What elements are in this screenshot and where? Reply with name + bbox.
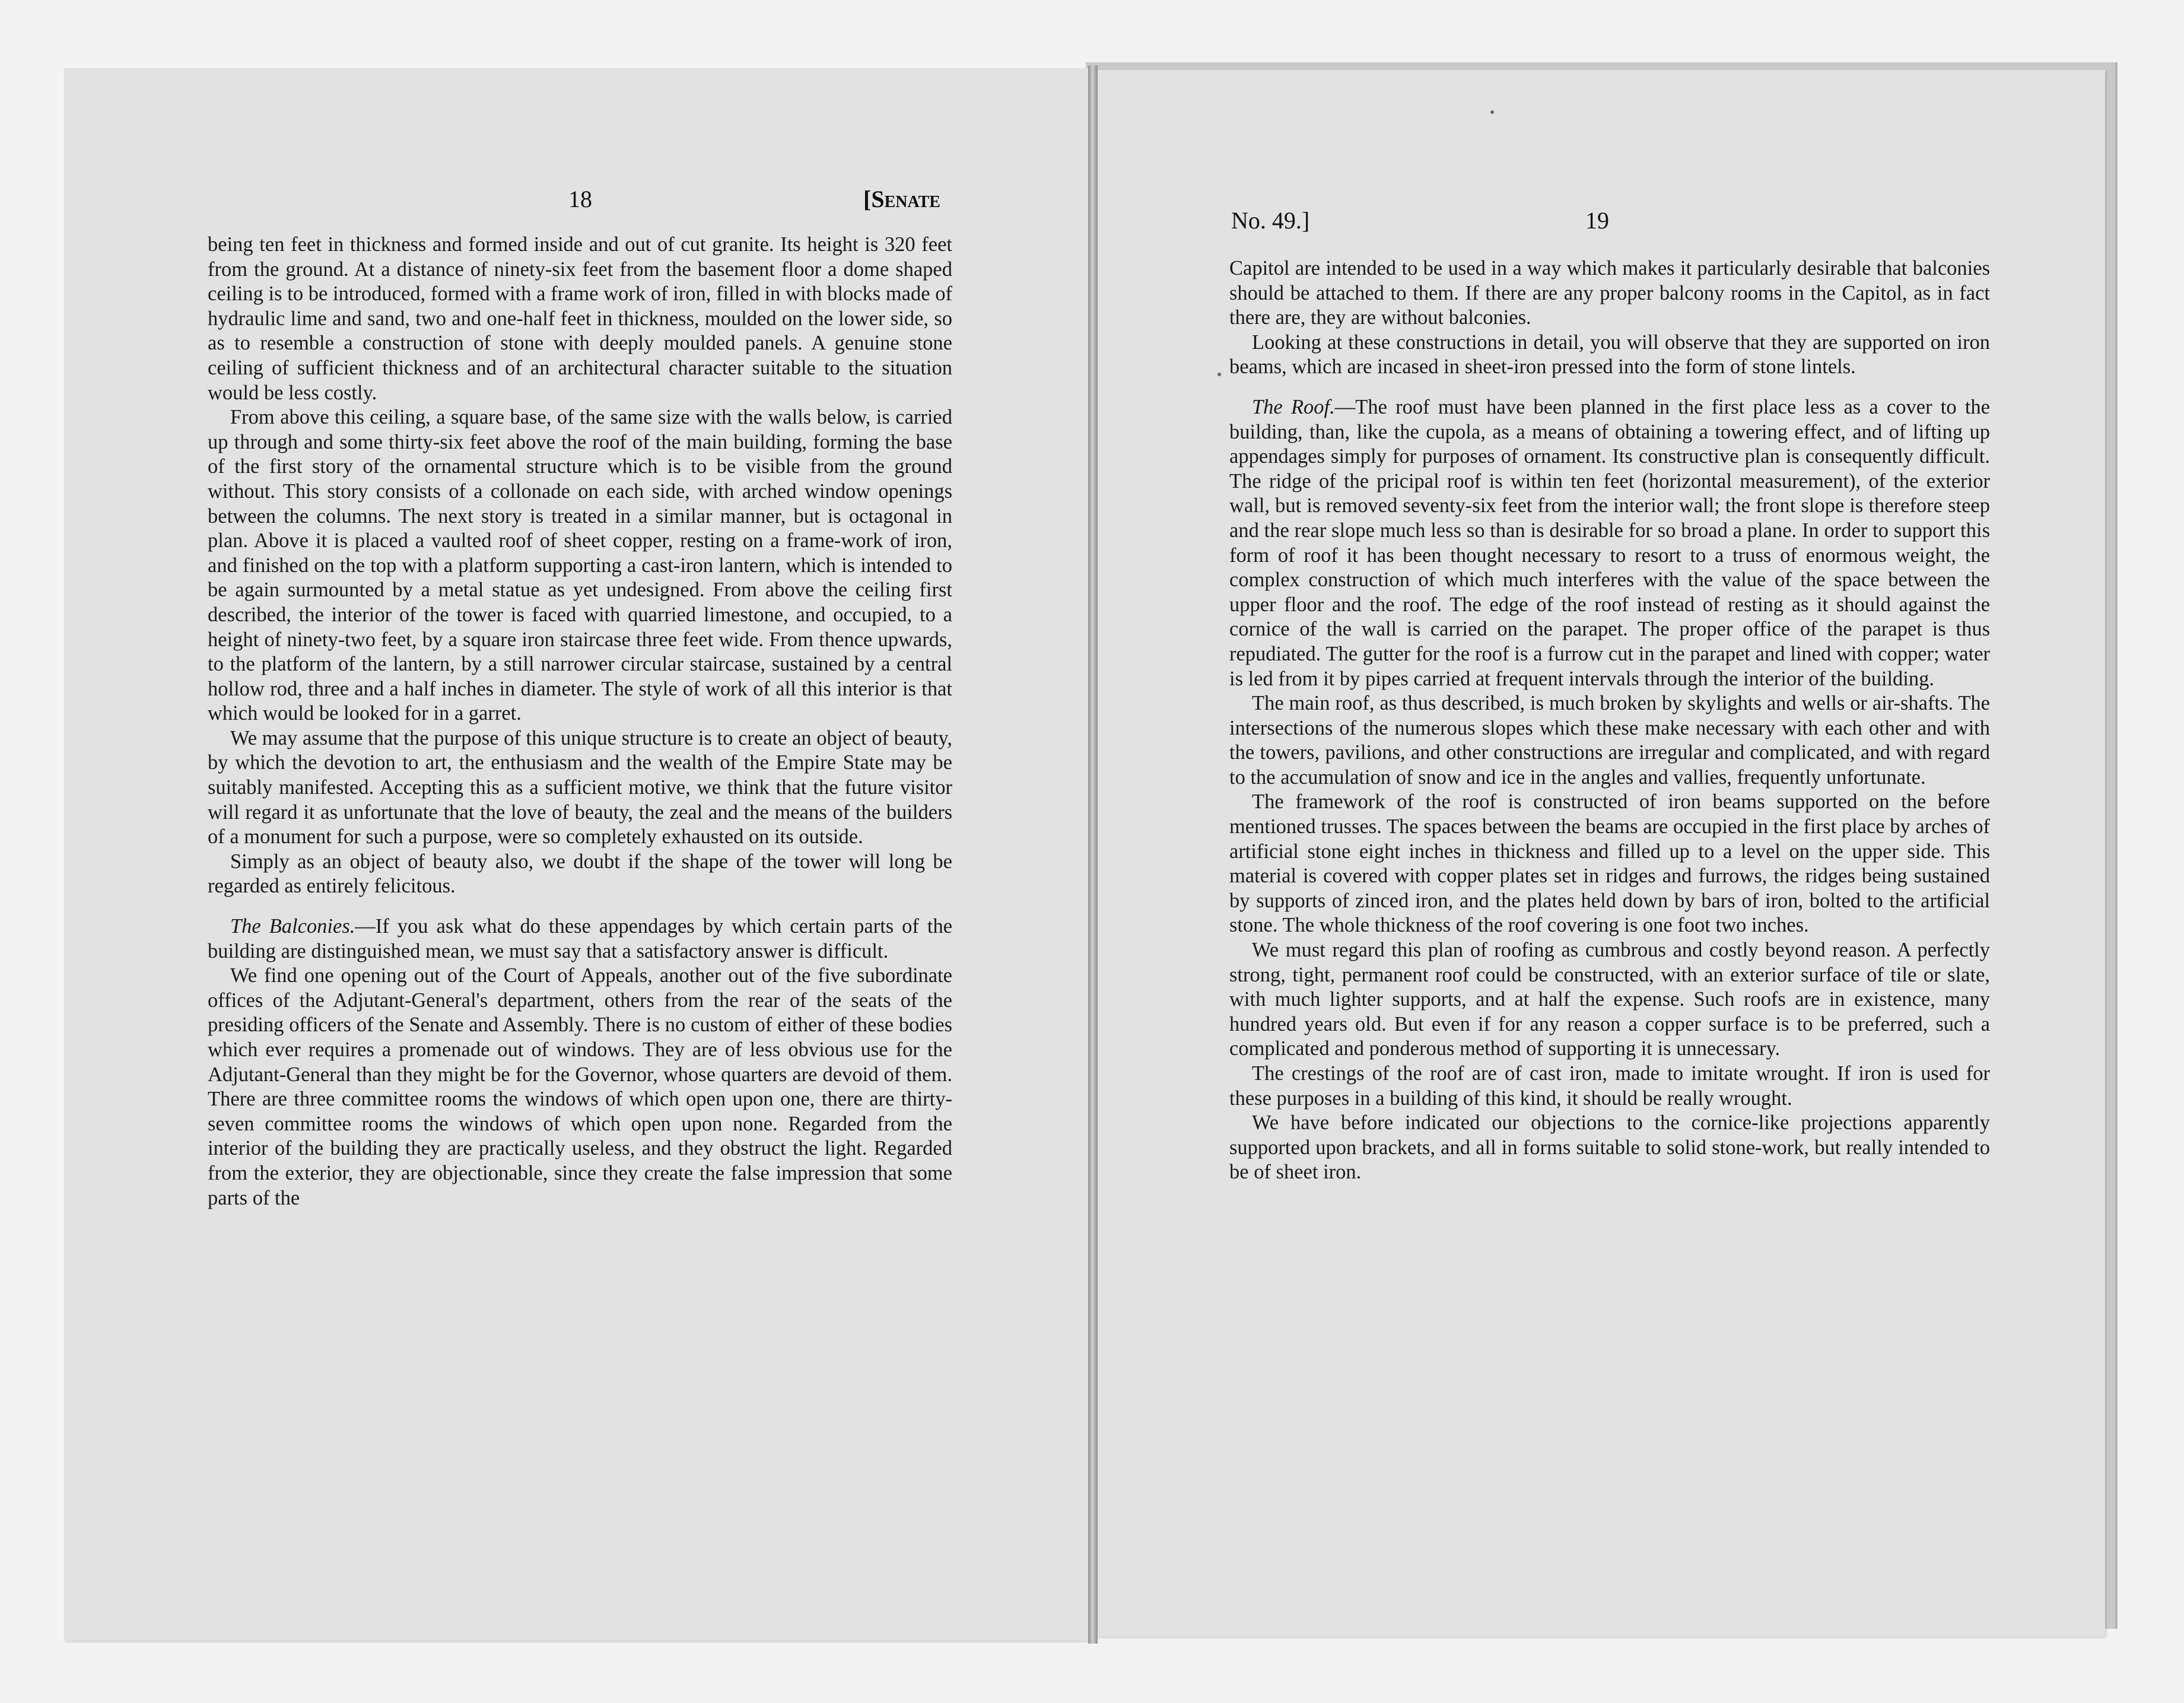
paragraph: The crestings of the roof are of cast iron, made to imitate wrought. If iron is used for these purposes in a building of this kind, it should be really wrought. (1229, 1062, 1990, 1110)
right-running-head: No. 49.] (1231, 207, 1310, 234)
paragraph: From above this ceiling, a square base, of the same size with the walls below, is carried up through and some thirty-six feet above the roof of the main building, forming the base of the first story of the ornamental structure which is to be visible from the ground without. This story consists of a collonade on each side, with arched window openings between the columns. The next story is treated in a similar manner, but is octagonal in plan. Above it is placed a vaulted roof of sheet copper, resting on a frame-work of iron, and finished on the top with a platform supporting a cast-iron lantern, which is intended to be again surmounted by a metal statue as yet undesigned. From above the ceiling first described, the interior of the tower is faced with quarried limestone, and occupied, to a height of ninety-two feet, by a square iron staircase three feet wide. From thence upwards, to the platform of the lantern, by a still narrower circular staircase, sustained by a central hollow rod, three and a half inches in diameter. The style of work of all this interior is that which would be looked for in a garret. (208, 406, 952, 725)
section-heading-roof: The Roof. (1252, 395, 1335, 418)
paragraph: Capitol are intended to be used in a way which makes it particularly desirable that balconies should be attached to them. If there are any proper balcony rooms in the Capitol, as in fact there are, they are without balconies. (1229, 257, 1990, 329)
left-page-number: 18 (568, 186, 592, 212)
paragraph: Looking at these constructions in detail, you will observe that they are supported on iron beams, which are incased in sheet-iron pressed into the form of stone lintels. (1229, 331, 1990, 379)
paragraph: The main roof, as thus described, is much broken by skylights and wells or air-shafts. The intersections of the numerous slopes which these make necessary with each other and with the towers, pavilions, and other constructions are irregular and complicated, and with regard to the accumulation of snow and ice in the angles and vallies, frequently unfortunate. (1229, 692, 1990, 789)
paragraph-balconies (208, 914, 952, 964)
paragraph: being ten feet in thickness and formed inside and out of cut granite. Its height is 320 feet from the ground. At a distance of ninety-six feet from the basement floor a dome shaped ceiling is to be introduced, formed with a frame work of iron, filled in with blocks made of hydraulic lime and sand, two and one-half feet in thickness, moulded on the lower side, so as to resemble a construction of stone with deeply moulded panels. A genuine stone ceiling of sufficient thickness and of an architectural character suitable to the situation would be less costly. (208, 233, 952, 404)
paragraph: The framework of the roof is constructed of iron beams supported on the before mentioned trusses. The spaces between the beams are occupied in the first place by arches of artificial stone eight inches in thickness and filled up to a level on the upper side. This material is covered with copper plates set in ridges and furrows, the ridges being sustained by supports of zinced iron, and the plates held down by bars of iron, bolted to the artificial stone. The whole thickness of the roof covering is one foot two inches. (1229, 790, 1990, 937)
left-page-body (208, 233, 952, 1210)
paragraph: We find one opening out of the Court of Appeals, another out of the five subordinate offices of the Adjutant-General's department, others from the rear of the seats of the presiding officers of the Senate and Assembly. There is no custom of either of these bodies which ever requires a promenade out of windows. They are of less obvious use for the Adjutant-General than they might be for the Governor, whose quarters are devoid of them. There are three committee rooms the windows of which open upon one, there are thirty-seven committee rooms the windows of which open upon none. Regarded from the interior of the building they are practically useless, and they obstruct the light. Regarded from the exterior, they are objectionable, since they create the false impression that some parts of the (208, 964, 952, 1209)
paragraph: We have before indicated our objections to the cornice-like projections apparently supported upon brackets, and all in forms suitable to solid stone-work, but really intended to be of sheet iron. (1229, 1111, 1990, 1184)
left-running-head: [Senate (863, 186, 940, 212)
paper-speck (1490, 110, 1494, 114)
section-heading-balconies: The Balconies. (230, 915, 355, 938)
paragraph: We must regard this plan of roofing as cumbrous and costly beyond reason. A perfectly strong, tight, permanent roof could be constructed, with an exterior surface of tile or slate, with much lighter supports, and at half the expense. Such roofs are in existence, many hundred years old. But even if for any reason a copper surface is to be preferred, such a complicated and ponderous method of supporting it is unnecessary. (1229, 939, 1990, 1060)
paragraph-text: —If you ask what do these appendages by which certain parts of the building are distinguished mean, we must say that a satisfactory answer is difficult. (208, 915, 953, 962)
paragraph-text: —The roof must have been planned in the first place less as a cover to the building, than, like the cupola, as a means of obtaining a towering effect, and of lifting up appendages simply for purposes of ornament. Its constructive plan is consequently difficult. The ridge of the pricipal roof is within ten feet (horizontal measurement), of the exterior wall, but is removed seventy-six feet from the interior wall; the front slope is therefore steep and the rear slope much less so than is desirable for so broad a plane. In order to support this form of roof it has been thought necessary to resort to a truss of enormous weight, the complex construction of which much interferes with the value of the space between the upper floor and the roof. The edge of the roof instead of resting as it should against the cornice of the wall is carried on the parapet. The proper office of the parapet is thus repudiated. The gutter for the roof is a furrow cut in the parapet and lined with copper; water is led from it by pipes carried at frequent intervals through the interior of the building. (1229, 395, 1990, 690)
paragraph-roof (1229, 395, 1990, 691)
paragraph: We may assume that the purpose of this unique structure is to create an object of beauty, by which the devotion to art, the enthusiasm and the wealth of the Empire State may be suitably manifested. Accepting this as a sufficient motive, we think that the future visitor will regard it as unfortunate that the love of beauty, the zeal and the means of the builders of a monument for such a purpose, were so completely exhausted on its outside. (208, 726, 952, 849)
paper-speck (1217, 373, 1221, 376)
paragraph: Simply as an object of beauty also, we doubt if the shape of the tower will long be regarded as entirely felicitous. (208, 850, 952, 898)
right-page-body (1229, 256, 1990, 1185)
right-page-number: 19 (1585, 207, 1609, 234)
book-gutter (1088, 65, 1098, 1644)
